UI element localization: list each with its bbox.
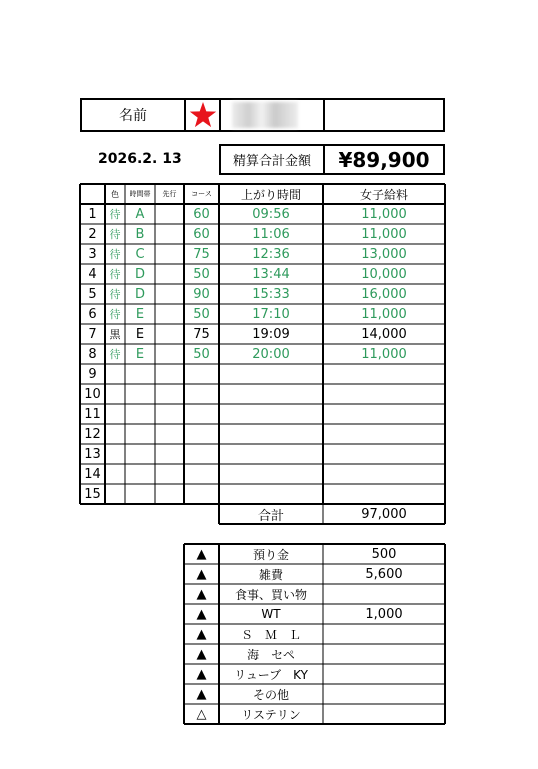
table-cell: 待 [109, 308, 121, 321]
table-cell: D [134, 266, 145, 282]
table-cell: 11,000 [361, 226, 407, 242]
table-header-cell: 時間帯 [129, 190, 151, 198]
table-cell: 14,000 [361, 326, 407, 342]
table-cell: A [135, 206, 145, 222]
row-number: 8 [88, 346, 97, 362]
expense-mark-icon: ▲ [196, 686, 207, 702]
expense-value: 5,600 [365, 566, 403, 582]
expense-mark-icon: △ [196, 706, 207, 722]
table-cell: 16,000 [361, 286, 407, 302]
table-cell: 13:44 [252, 266, 290, 282]
table-cell: 75 [193, 326, 210, 342]
table-cell: 11,000 [361, 306, 407, 322]
table-cell: 10,000 [361, 266, 407, 282]
expense-label: リューブ KY [234, 667, 308, 682]
table-cell: 19:09 [252, 326, 290, 342]
table-cell: E [135, 346, 145, 362]
row-number: 6 [88, 306, 97, 322]
row-number: 13 [84, 446, 101, 462]
table-cell: 12:36 [252, 246, 290, 262]
table-cell: 09:56 [252, 206, 290, 222]
table-cell: 待 [109, 248, 121, 261]
expense-value: 500 [371, 546, 397, 562]
row-number: 2 [88, 226, 97, 242]
table-cell: 17:10 [252, 306, 290, 322]
row-number: 3 [88, 246, 97, 262]
expense-label: 食事、買い物 [234, 587, 307, 602]
expense-label: 海 セペ [247, 647, 295, 662]
table-header-cell: コース [191, 190, 212, 198]
date-label: 2026.2. 13 [98, 151, 182, 167]
row-number: 10 [84, 386, 101, 402]
table-header-cell: 色 [111, 189, 119, 199]
table-cell: C [135, 246, 145, 262]
table-cell: 待 [109, 348, 121, 361]
expense-mark-icon: ▲ [196, 626, 207, 642]
table-cell: 黒 [109, 328, 121, 341]
expense-value: 1,000 [365, 606, 403, 622]
sum-value: 97,000 [361, 506, 407, 522]
table-cell: 13,000 [361, 246, 407, 262]
row-number: 14 [84, 466, 101, 482]
table-cell: 50 [193, 306, 210, 322]
expense-label: 預り金 [252, 547, 289, 562]
expense-value [324, 685, 444, 703]
table-cell: 11,000 [361, 206, 407, 222]
expense-mark-icon: ▲ [196, 646, 207, 662]
expense-value [324, 705, 444, 723]
expense-label: その他 [252, 687, 289, 702]
total-value: ¥89,900 [338, 147, 430, 172]
expense-value [324, 645, 444, 663]
total-label: 精算合計金額 [232, 154, 311, 169]
table-cell: D [134, 286, 145, 302]
row-number: 1 [88, 206, 97, 222]
expense-label: WT [261, 607, 281, 621]
row-number: 15 [84, 486, 101, 502]
table-cell: 待 [109, 208, 121, 221]
expense-value [324, 585, 444, 603]
table-cell: E [135, 306, 145, 322]
expense-mark-icon: ▲ [196, 546, 207, 562]
expense-mark-icon: ▲ [196, 586, 207, 602]
expense-value [324, 625, 444, 643]
row-number: 12 [84, 426, 101, 442]
table-cell: 待 [109, 268, 121, 281]
table-cell: 11:06 [252, 226, 290, 242]
expense-mark-icon: ▲ [196, 566, 207, 582]
table-cell: 15:33 [252, 286, 290, 302]
expense-mark-icon: ▲ [196, 666, 207, 682]
table-cell: 75 [193, 246, 210, 262]
table-header-cell: 女子給料 [359, 187, 408, 202]
expense-label: 雑費 [258, 567, 283, 582]
table-cell: 11,000 [361, 346, 407, 362]
expense-mark-icon: ▲ [196, 606, 207, 622]
row-number: 9 [88, 366, 97, 382]
expense-label: リステリン [241, 707, 301, 722]
name-label: 名前 [119, 108, 147, 124]
table-header-cell: 上がり時間 [240, 187, 301, 202]
expense-value [324, 665, 444, 683]
table-cell: 待 [109, 288, 121, 301]
row-number: 4 [88, 266, 97, 282]
row-number: 11 [84, 406, 101, 422]
row-number: 5 [88, 286, 97, 302]
table-cell: 待 [109, 228, 121, 241]
table-cell: 50 [193, 346, 210, 362]
row-number: 7 [88, 326, 97, 342]
table-cell: 50 [193, 266, 210, 282]
table-cell: B [135, 226, 145, 242]
table-cell: 90 [193, 286, 210, 302]
sum-label: 合計 [257, 508, 284, 523]
expense-label: Ｓ Ｍ Ｌ [240, 627, 301, 642]
table-cell: E [135, 326, 145, 342]
table-cell: 60 [193, 226, 210, 242]
table-cell: 20:00 [252, 346, 290, 362]
table-cell: 60 [193, 206, 210, 222]
table-header-cell: 先行 [162, 190, 177, 198]
